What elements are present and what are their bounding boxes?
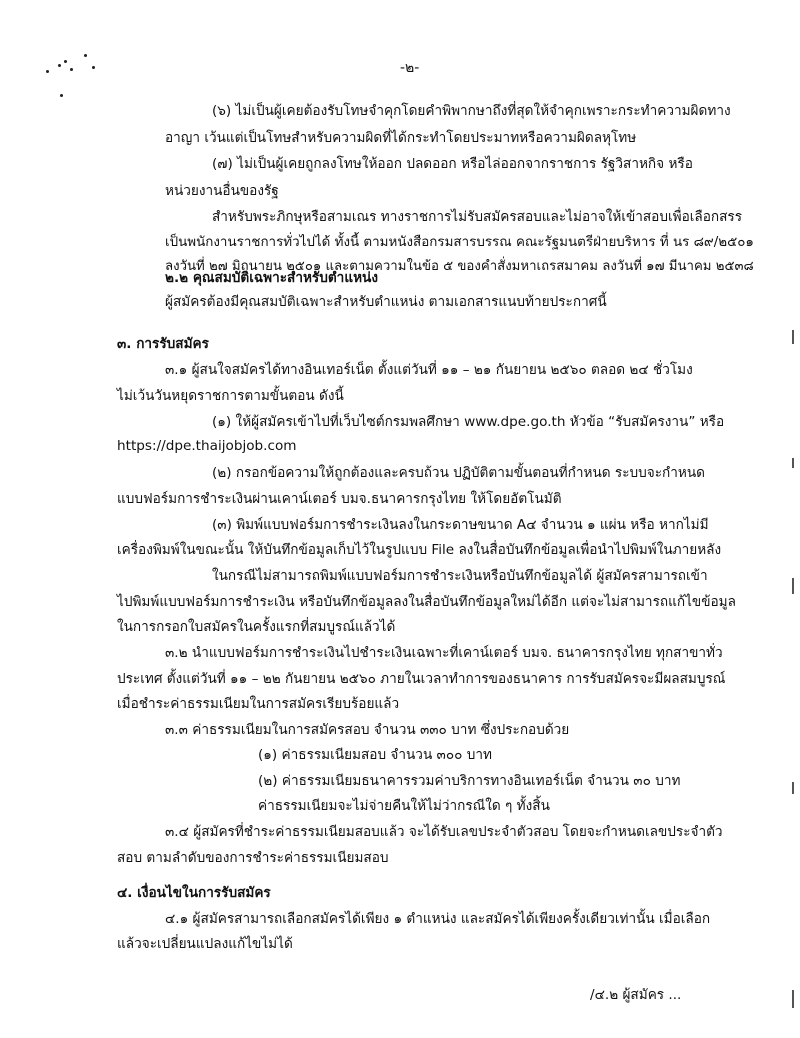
text-line: (๓) พิมพ์แบบฟอร์มการชำระเงินลงในกระดาษขนาด A๔ จำนวน ๑ แผ่น หรือ หากไม่มี — [212, 517, 709, 533]
text-line: เครื่องพิมพ์ในขณะนั้น ให้บันทึกข้อมูลเก็บไว้ในรูปแบบ File ลงในสื่อบันทึกข้อมูลเพื่อนำไปพิมพ์ในภายหลัง — [117, 542, 722, 558]
section-heading: ๔. เงื่อนไขในการรับสมัคร — [117, 885, 271, 901]
scan-edge-mark — [792, 782, 794, 794]
text-line: แบบฟอร์มการชำระเงินผ่านเคาน์เตอร์ บมจ.ธนาคารกรุงไทย ให้โดยอัตโนมัติ — [117, 491, 562, 507]
scan-edge-mark — [792, 990, 794, 1008]
text-line: ค่าธรรมเนียมจะไม่จ่ายคืนให้ไม่ว่ากรณีใด ๆ ทั้งสิ้น — [258, 798, 550, 814]
page-number: -๒- — [400, 60, 420, 76]
text-line: ผู้สมัครต้องมีคุณสมบัติเฉพาะสำหรับตำแหน่ง ตามเอกสารแนบท้ายประกาศนี้ — [165, 294, 607, 310]
text-line: ๓.๔ ผู้สมัครที่ชำระค่าธรรมเนียมสอบแล้ว จะได้รับเลขประจำตัวสอบ โดยจะกำหนดเลขประจำตัว — [165, 824, 723, 840]
text-line: ประเทศ ตั้งแต่วันที่ ๑๑ – ๒๒ กันยายน ๒๕๖๐ ภายในเวลาทำการของธนาคาร การรับสมัครจะมีผลสมบูรณ์ — [117, 671, 726, 687]
text-line: แล้วจะเปลี่ยนแปลงแก้ไขไม่ได้ — [117, 936, 293, 952]
text-line: (๖) ไม่เป็นผู้เคยต้องรับโทษจำคุกโดยคำพิพากษาถึงที่สุดให้จำคุกเพราะกระทำความผิดทาง — [212, 103, 731, 119]
text-line: ๓.๓ ค่าธรรมเนียมในการสมัครสอบ จำนวน ๓๓๐ บาท ซึ่งประกอบด้วย — [165, 722, 570, 738]
text-line: หน่วยงานอื่นของรัฐ — [165, 183, 279, 199]
text-line: สอบ ตามลำดับของการชำระค่าธรรมเนียมสอบ — [117, 850, 389, 866]
text-line: (๒) ค่าธรรมเนียมธนาคารรวมค่าบริการทางอินเทอร์เน็ต จำนวน ๓๐ บาท — [258, 773, 681, 789]
text-line: ๔.๑ ผู้สมัครสามารถเลือกสมัครได้เพียง ๑ ตำแหน่ง และสมัครได้เพียงครั้งเดียวเท่านั้น เมื่อเลือก — [165, 911, 711, 927]
scan-edge-mark — [792, 330, 794, 344]
text-line: ในการกรอกใบสมัครในครั้งแรกที่สมบูรณ์แล้วได้ — [117, 619, 396, 635]
scan-speckles — [40, 44, 110, 104]
text-line: ไม่เว้นวันหยุดราชการตามขั้นตอน ดังนี้ — [117, 388, 344, 404]
section-heading: ๒.๒ คุณสมบัติเฉพาะสำหรับตำแหน่ง — [165, 270, 378, 286]
text-line: อาญา เว้นแต่เป็นโทษสำหรับความผิดที่ได้กระทำโดยประมาทหรือความผิดลหุโทษ — [165, 130, 637, 146]
continuation-note: /๔.๒ ผู้สมัคร ... — [590, 987, 682, 1003]
url-text: https://dpe.thaijobjob.com — [117, 438, 297, 454]
text-line: เมื่อชำระค่าธรรมเนียมในการสมัครเรียบร้อยแล้ว — [117, 696, 400, 712]
text-line: (๑) ค่าธรรมเนียมสอบ จำนวน ๓๐๐ บาท — [258, 747, 492, 763]
text-line: ลงวันที่ ๒๗ มิถุนายน ๒๕๐๑ และตามความในข้อ ๕ ของคำสั่งมหาเถรสมาคม ลงวันที่ ๑๗ มีนาคม ๒๕๓๘ — [165, 259, 754, 274]
text-line: (๗) ไม่เป็นผู้เคยถูกลงโทษให้ออก ปลดออก หรือไล่ออกจากราชการ รัฐวิสาหกิจ หรือ — [212, 156, 693, 172]
text-line: เป็นพนักงานราชการทั่วไปได้ ทั้งนี้ ตามหนังสือกรมสารบรรณ คณะรัฐมนตรีฝ่ายบริหาร ที่ นร ๘๙/๒๕๐๑ — [165, 235, 754, 250]
text-line: ๓.๑ ผู้สนใจสมัครได้ทางอินเทอร์เน็ต ตั้งแต่วันที่ ๑๑ – ๒๑ กันยายน ๒๕๖๐ ตลอด ๒๔ ชั่วโมง — [165, 362, 693, 378]
text-line: (๑) ให้ผู้สมัครเข้าไปที่เว็บไซต์กรมพลศึกษา www.dpe.go.th หัวข้อ “รับสมัครงาน” หรือ — [212, 414, 725, 430]
scan-edge-mark — [792, 458, 794, 468]
scan-edge-mark — [792, 578, 794, 594]
text-line: ๓.๒ นำแบบฟอร์มการชำระเงินไปชำระเงินเฉพาะที่เคาน์เตอร์ บมจ. ธนาคารกรุงไทย ทุกสาขาทั่ว — [165, 645, 723, 661]
section-heading: ๓. การรับสมัคร — [117, 336, 209, 352]
text-line: ในกรณีไม่สามารถพิมพ์แบบฟอร์มการชำระเงินหรือบันทึกข้อมูลได้ ผู้สมัครสามารถเข้า — [212, 568, 708, 584]
text-line: ไปพิมพ์แบบฟอร์มการชำระเงิน หรือบันทึกข้อมูลลงในสื่อบันทึกข้อมูลใหม่ได้อีก แต่จะไม่สามารถแก้ไขข้อมูล — [117, 594, 736, 610]
text-line: (๒) กรอกข้อความให้ถูกต้องและครบถ้วน ปฏิบัติตามขั้นตอนที่กำหนด ระบบจะกำหนด — [212, 465, 705, 481]
text-line: สำหรับพระภิกษุหรือสามเณร ทางราชการไม่รับสมัครสอบและไม่อาจให้เข้าสอบเพื่อเลือกสรร — [212, 209, 743, 225]
